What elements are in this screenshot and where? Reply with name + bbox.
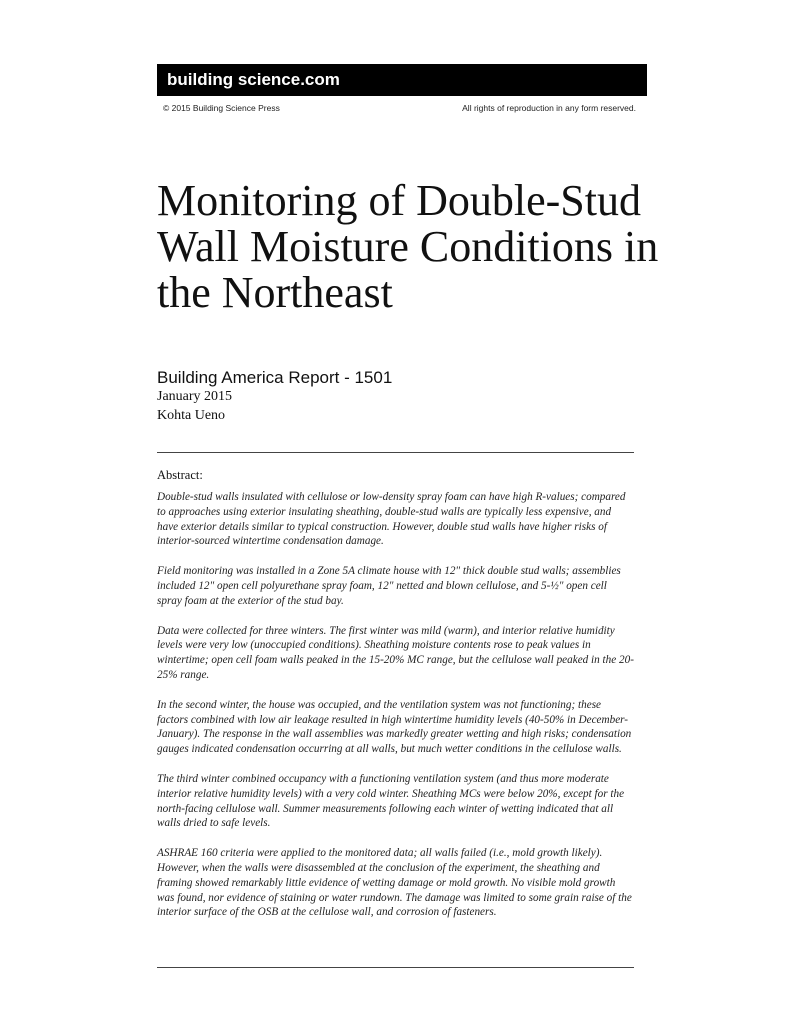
abstract-paragraph: The third winter combined occupancy with a functioning ventilation system (and thus more moderate interior relative humidity levels) with a very cold winter. Sheathing MCs were below 20%, except for the north-facing cellulose wall. Summer measurements following each winter of wetting indicated that all walls dried to safe levels. xyxy=(157,772,625,830)
top-divider xyxy=(157,452,634,453)
abstract-paragraph: ASHRAE 160 criteria were applied to the monitored data; all walls failed (i.e., mold growth likely). However, when the walls were disassembled at the conclusion of the experiment, the sheathing and framing showed remarkably little evidence of wetting damage or mold growth. No visible mold growth was found, nor evidence of staining or water rundown. The damage was limited to some grain raise of the interior surface of the OSB at the cellulose wall, and corrosion of fasteners. xyxy=(157,847,632,919)
bottom-divider xyxy=(157,967,634,968)
rights-notice: All rights of reproduction in any form reserved. xyxy=(462,103,636,113)
document-title: Monitoring of Double-Stud Wall Moisture Conditions in the Northeast xyxy=(157,176,659,317)
site-name: building science.com xyxy=(167,70,340,89)
abstract-label: Abstract: xyxy=(157,468,203,482)
abstract-paragraph: Field monitoring was installed in a Zone 5A climate house with 12" thick double stud walls; assemblies included 12" open cell polyurethane spray foam, 12" netted and blown cellulose, and 5-½" open cell spray foam at the exterior of the stud bay. xyxy=(157,565,621,607)
abstract-paragraph: Double-stud walls insulated with cellulose or low-density spray foam can have high R-values; compared to approaches using exterior insulating sheathing, double-stud walls are typically less expensive, and have exterior details similar to typical construction. However, double stud walls have higher risks of interior-sourced wintertime condensation damage. xyxy=(157,491,626,548)
abstract-paragraph: In the second winter, the house was occupied, and the ventilation system was not functioning; these factors combined with low air leakage resulted in high wintertime humidity levels (40-50% in December-January). The response in the wall assemblies was markedly greater wetting and high risks; condensation gauges indicated condensation occurring at all walls, but much wetter conditions in the cellulose walls. xyxy=(157,698,632,756)
report-number: Building America Report - 1501 xyxy=(157,368,393,387)
site-banner xyxy=(157,64,647,96)
copyright-notice: © 2015 Building Science Press xyxy=(163,103,280,113)
report-author: Kohta Ueno xyxy=(157,408,226,423)
abstract-body xyxy=(157,490,634,935)
abstract-paragraph: Data were collected for three winters. The first winter was mild (warm), and interior relative humidity levels were very low (unoccupied conditions). Sheathing moisture contents rose to peak values in wintertime; open cell foam walls peaked in the 15-20% MC range, but the cellulose wall peaked in the 20-25% range. xyxy=(157,624,634,681)
report-date: January 2015 xyxy=(157,389,233,404)
